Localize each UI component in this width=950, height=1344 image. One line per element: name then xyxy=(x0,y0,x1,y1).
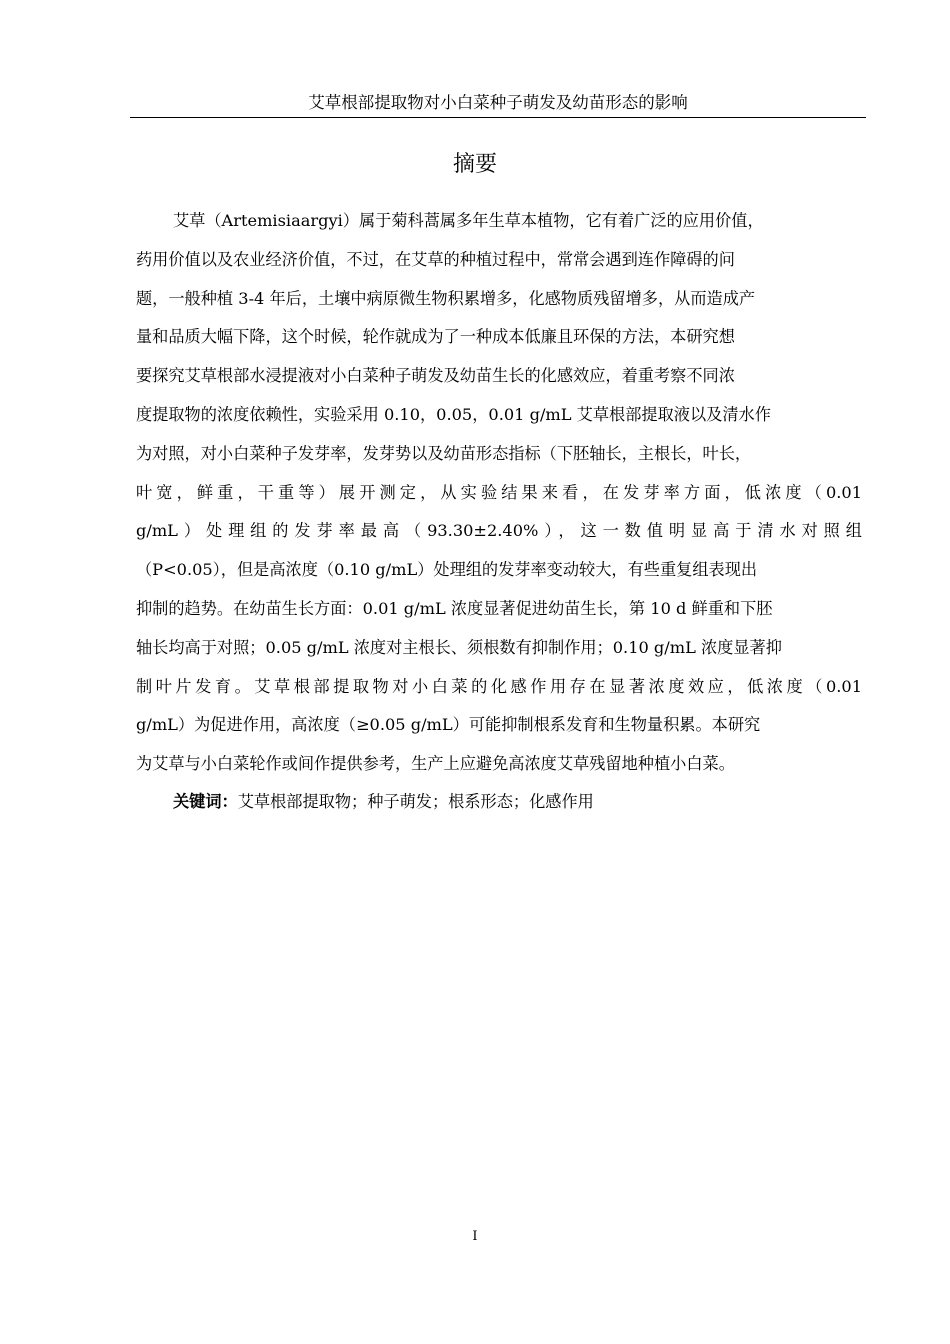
abstract-line: 轴长均高于对照；0.05 g/mL 浓度对主根长、须根数有抑制作用；0.10 g/mL 浓度显著抑 xyxy=(136,637,782,657)
abstract-line: 叶宽，鲜重，干重等）展开测定，从实验结果来看，在发芽率方面，低浓度（0.01 xyxy=(136,482,862,502)
abstract-line: 为对照，对小白菜种子发芽率，发芽势以及幼苗形态指标（下胚轴长，主根长，叶长， xyxy=(136,443,752,463)
running-header: 艾草根部提取物对小白菜种子萌发及幼苗形态的影响 xyxy=(130,91,866,118)
keywords xyxy=(173,783,594,821)
keywords-text: 艾草根部提取物；种子萌发；根系形态；化感作用 xyxy=(237,792,594,811)
abstract-line: g/mL）处理组的发芽率最高（93.30±2.40%），这一数值明显高于清水对照组 xyxy=(136,521,862,541)
abstract-line: 要探究艾草根部水浸提液对小白菜种子萌发及幼苗生长的化感效应，着重考察不同浓 xyxy=(136,366,735,386)
abstract-line: 量和品质大幅下降，这个时候，轮作就成为了一种成本低廉且环保的方法，本研究想 xyxy=(136,327,735,347)
abstract-line: 为艾草与小白菜轮作或间作提供参考，生产上应避免高浓度艾草残留地种植小白菜。 xyxy=(136,754,735,774)
abstract-body xyxy=(136,202,862,784)
abstract-line: 度提取物的浓度依赖性，实验采用 0.10，0.05，0.01 g/mL 艾草根部提取液以及清水作 xyxy=(136,404,771,424)
page-number: I xyxy=(472,1229,478,1244)
abstract-line: 制叶片发育。艾草根部提取物对小白菜的化感作用存在显著浓度效应，低浓度（0.01 xyxy=(136,676,862,696)
abstract-line: 艾草（Artemisiaargyi）属于菊科蒿属多年生草本植物，它有着广泛的应用价值， xyxy=(173,211,764,230)
abstract-line: 药用价值以及农业经济价值，不过，在艾草的种植过程中，常常会遇到连作障碍的问 xyxy=(136,249,735,269)
keywords-label: 关键词： xyxy=(173,792,238,811)
abstract-line: （P<0.05），但是高浓度（0.10 g/mL）处理组的发芽率变动较大，有些重复组表现出 xyxy=(136,560,758,580)
abstract-line: 题，一般种植 3-4 年后，土壤中病原微生物积累增多，化感物质残留增多，从而造成产 xyxy=(136,288,756,308)
abstract-line: 抑制的趋势。在幼苗生长方面：0.01 g/mL 浓度显著促进幼苗生长，第 10 d 鲜重和下胚 xyxy=(136,598,773,618)
abstract-line: g/mL）为促进作用，高浓度（≥0.05 g/mL）可能抑制根系发育和生物量积累。本研究 xyxy=(136,715,761,735)
abstract-title: 摘要 xyxy=(452,152,497,177)
